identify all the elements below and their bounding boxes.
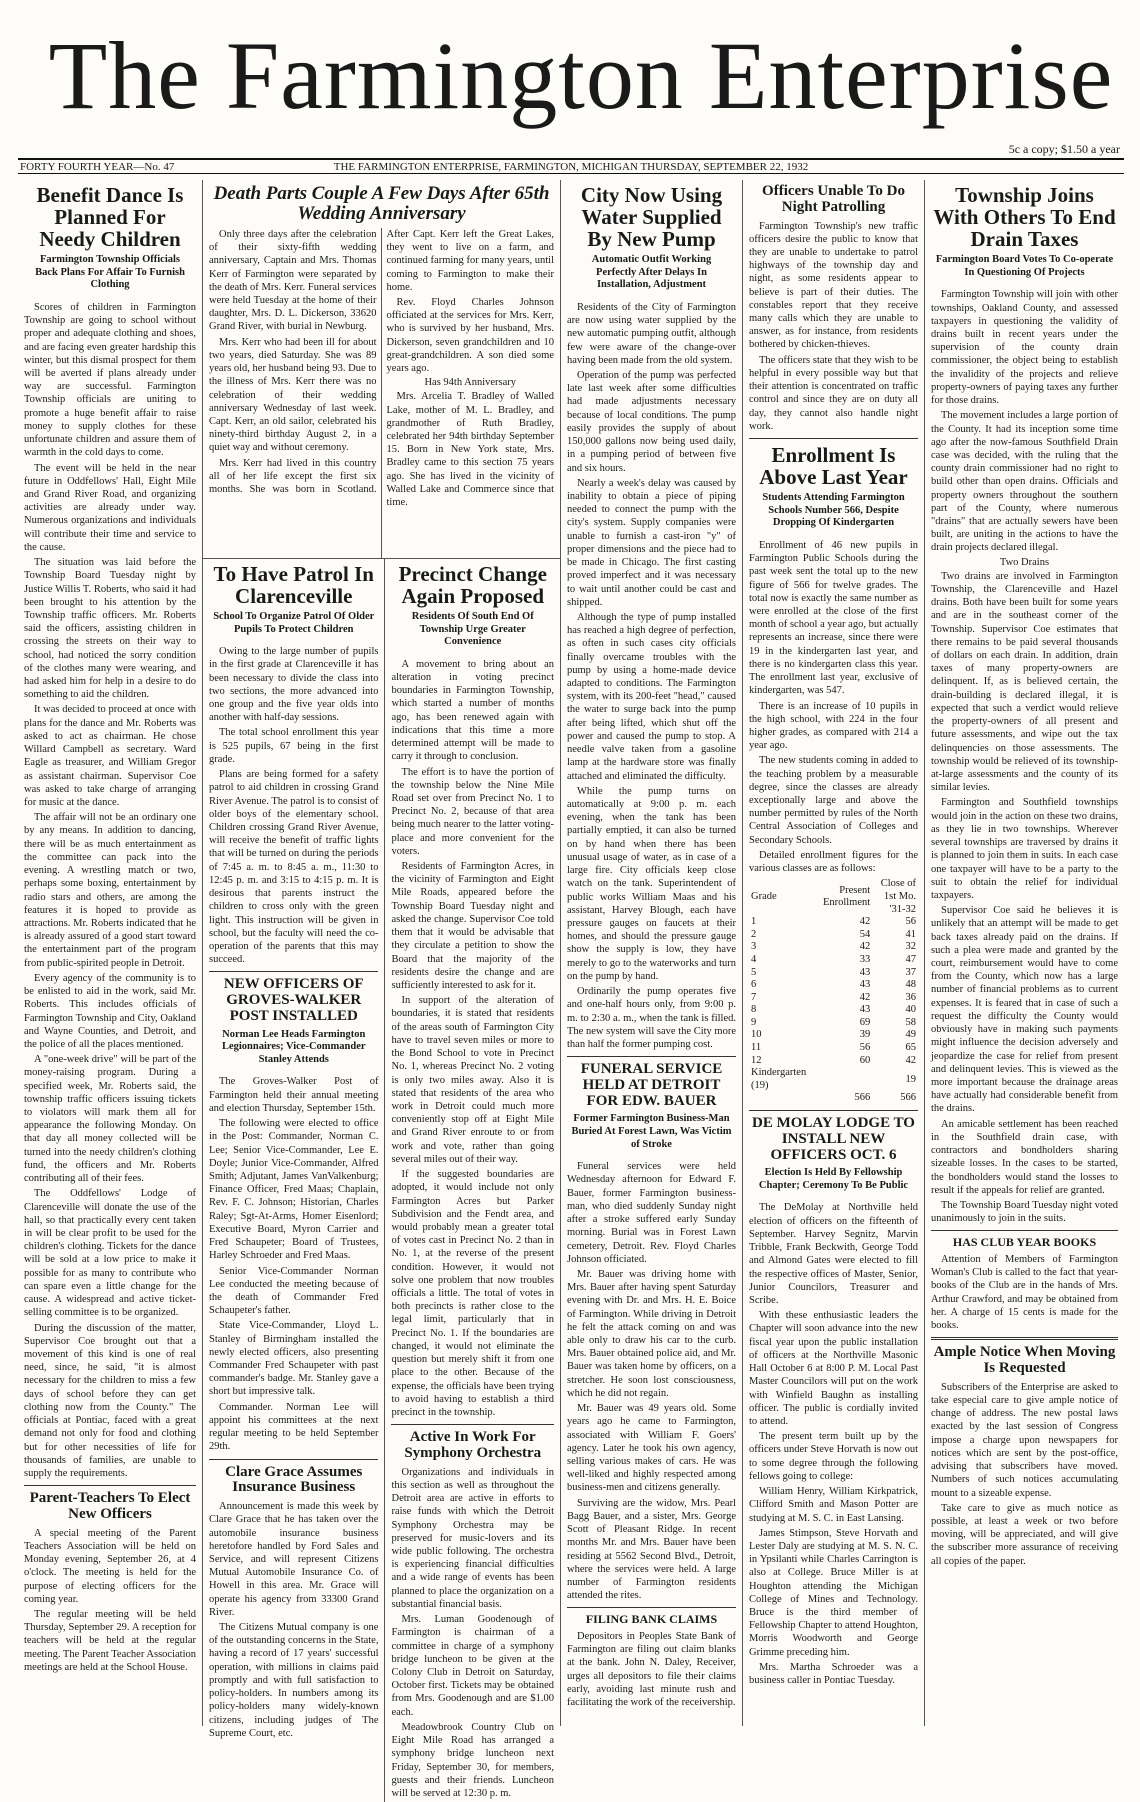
groves-para: Commander. Norman Lee will appoint his committees at the next regular meeting to be held September 29th.	[209, 1401, 379, 1453]
table-cell: 60	[859, 1054, 871, 1066]
year-number: FORTY FOURTH YEAR—No. 47	[20, 160, 175, 173]
table-cell: 42	[859, 991, 871, 1003]
demolay-deck: Election Is Held By Fellowship Chapter; Ceremony To Be Public	[758, 1167, 909, 1191]
death-subhead: Has 94th Anniversary	[424, 377, 517, 389]
death-para: Mrs. Kerr had lived in this country all of her life except the first six months. She was born in Scotland. After Capt. Kerr left the Great Lakes, they went to live on a farm, and continued farming for many years, until coming to Farmington to make their home.	[209, 228, 554, 496]
table-row	[749, 1029, 918, 1042]
funeral-para: Mr. Bauer was driving home with Mrs. Bauer after having spent Saturday evening with Dr. and Mrs. H. E. Boice of Farmington. While driving in Detroit he felt the attack coming on and was able only to draw his car to the curb. Mrs. Bauer obtained police aid, and Mr. Bauer was taken home by officers, on a stretcher. He soon lost consciousness, which he did not regain.	[567, 1268, 736, 1399]
table-header: Close of 1st Mo. '31-32	[880, 878, 916, 915]
divider	[749, 1110, 918, 1111]
groves-deck: Norman Lee Heads Farmington Legionnaires; Vice-Commander Stanley Attends	[221, 1028, 366, 1065]
table-cell: 32	[905, 941, 916, 953]
table-row	[749, 1042, 918, 1055]
drain-para: The Township Board Tuesday night voted unanimously to join in the suits.	[931, 1199, 1118, 1225]
benefit-para: The event will be held in the near future in Oddfellows' Hall, Eight Mile and Grand River Road, and organizing activities are already under way. Numerous organizations and individuals will contribute their time and service to the cause.	[24, 462, 196, 553]
divider	[567, 1056, 736, 1057]
drain-headline: Township Joins With Others To End Drain Taxes	[933, 183, 1116, 252]
drain-para: Two drains are involved in Farmington Township, the Clarenceville and Hazel drains. Both have been built for some years and are in the southeast corner of the Township. Supervisor Coe estimates that there remains to be paid several thousands of dollars on each drain. In addition, drain taxes of many property-owners are delinquent. If, as is believed certain, the drain-building is declared illegal, it is expected that such a verdict would relieve the property-owners of all present and future assessments, and wipe out the tax delinquencies on those assessments. The township would be relieved of its township-at-large assessments and the county of its similar levies.	[931, 570, 1118, 794]
table-row	[749, 954, 918, 967]
table-cell: 5	[751, 966, 757, 978]
funeral-deck: Former Farmington Business-Man Buried At Forest Lawn, Was Victim of Stroke	[571, 1113, 732, 1150]
table-cell: 11	[751, 1042, 762, 1054]
table-cell: 42	[859, 941, 871, 953]
death-para: Mrs. Arcelia T. Bradley of Walled Lake, mother of M. L. Bradley, and grandmother of Ruth Bradley, celebrated her 94th birthday September 15. Born in New York state, Mrs. Bradley came to this section 75 years ago. She has lived in the vicinity of Walled Lake and Commerce since that time.	[386, 391, 554, 509]
column-2-3	[203, 180, 561, 1799]
table-cell: 41	[905, 928, 916, 940]
pump-para: Operation of the pump was perfected late last week after some difficulties had made adjustments necessary because of local conditions. The pump easily provides the supply of about 150,000 gallons now being used daily, in a pumping period of between five and six hours.	[567, 370, 736, 474]
table-cell: 36	[905, 991, 916, 1003]
divider	[567, 1607, 736, 1608]
patrol-headline: To Have Patrol In Clarenceville	[213, 561, 374, 608]
newspaper-title: The Farmington Enterprise	[48, 22, 1114, 129]
enrollment-para: Enrollment of 46 new pupils in Farmington Public Schools during the past week sent the total up to the new figure of 566 for twelve grades. The total now is exactly the same number as were enrolled at the close of the first month of school a year ago, but actually represents an increase, since there were 19 in the kindergarten last year, and there is no kindergarten class this year. The enrollment last year, exclusive of kindergarten, was 547.	[749, 539, 918, 697]
drain-deck: Farmington Board Votes To Co-operate In Questioning Of Projects	[935, 254, 1114, 278]
funeral-para: Funeral services were held Wednesday afternoon for Edward F. Bauer, former Farmington business-man, who died suddenly Sunday night after a stroke suffered early Sunday morning. Burial was in Forest Lawn cemetery, Detroit. Rev. Floyd Charles Johnson officiated.	[567, 1161, 736, 1265]
drain-para: Supervisor Coe said he believes it is unlikely that an attempt will be made to get back taxes already paid on the drains. If such a plea were made and granted by the court, reimbursement would have to come from the County, which now has a large number of financial problems as to current expenses. It is feared that in case of such a request the difficulty the County would obviously have in making such payments might influence the decision adversely and jeopardize the case for relief from present and delinquent levies. This is viewed as the more important because the drainage areas have actually had considerable benefit from the drains.	[931, 905, 1118, 1115]
table-cell: 42	[859, 916, 871, 928]
table-cell: 56	[905, 916, 916, 928]
demolay-para: The DeMolay at Northville held election of officers on the fifteenth of September. Harvey Segnitz, Marvin Tribble, Frank Beckwith, George Todd and Almond Gates were elected to fill the respective offices of Master, Senior, Junior Councilors, Treasurer and Scribe.	[749, 1202, 918, 1306]
column-3	[385, 559, 560, 1802]
benefit-para: The affair will not be an ordinary one by any means. In addition to dancing, there will be as much entertainment as the committee can pack into the evening. A wrestling match or two, perhaps some boxing, entertainment by radio stars and others, are among the features it is hoped to provide as attractions. Mr. Roberts indicated that he is already assured of a good start toward the entertainment part of the program from public-spirited people in Detroit.	[24, 812, 196, 969]
groves-headline: NEW OFFICERS OF GROVES-WALKER POST INSTALLED	[223, 976, 364, 1024]
patrol-para: Owing to the large number of pupils in the first grade at Clarenceville it has been necessary to divide the class into two sections, the more advanced into one group and the five year olds into another with half-day sessions.	[209, 646, 379, 724]
bank-para: Depositors in Peoples State Bank of Farmington are filing out claim blanks at the bank. John N. Daley, Receiver, urges all depositors to file their claims early, avoiding last minute rush and facilitating the work of the receivership.	[567, 1631, 736, 1709]
patrol-deck: School To Organize Patrol Of Older Pupils To Protect Children	[213, 610, 375, 635]
divider	[24, 1485, 196, 1486]
table-cell: 1	[751, 916, 757, 928]
clare-para: Announcement is made this week by Clare Grace that he has taken over the automobile insurance business heretofore handled by Ford Sales and Service, and will represent Citizens Mutual Automobile Insurance Co. of Howell in this area. Mr. Grace will operate his agency from 33300 Grand River.	[209, 1501, 379, 1618]
table-cell: 69	[859, 1016, 871, 1028]
table-cell: 43	[859, 966, 871, 978]
price-line: 5c a copy; $1.50 a year	[1008, 142, 1120, 156]
table-cell: Kindergarten (19)	[751, 1067, 807, 1091]
table-row	[749, 967, 918, 980]
table-cell: 4	[751, 953, 757, 965]
table-cell: 49	[905, 1029, 916, 1041]
divider	[931, 1337, 1118, 1340]
dateline-bar	[18, 158, 1124, 174]
officers-para: Farmington Township's new traffic officers desire the public to know that they are unable to undertake to patrol highways of the township day and night, as some residents appear to believe is part of their duties. The constables report that they receive many calls which they are unable to answer, as for instance, from residents bothered by chicken-thieves.	[749, 220, 918, 351]
demolay-para: James Stimpson, Steve Horvath and Lester Daly are studying at M. S. N. C. in Ypsilanti while Charles Carrington is also at College. Bruce Miller is at Houghton attending the Michigan College of Mines and Technology. Bruce is the third member of Fellowship Chapter to attend Houghton, Morris Woodworth and George Grimme preceding him.	[749, 1527, 918, 1658]
table-cell: 6	[751, 979, 757, 991]
groves-para: State Vice-Commander, Lloyd L. Stanley of Birmingham installed the newly elected officers, also presenting Commander Fred Schaupeter with past commander's badge. Mr. Stanley gave a short but impressive talk.	[209, 1320, 379, 1398]
table-cell: 2	[751, 928, 757, 940]
enrollment-para: There is an increase of 10 pupils in the high school, with 224 in the four higher grades, as compared with 214 a year ago.	[749, 700, 918, 752]
table-cell	[749, 1092, 813, 1105]
table-cell: 65	[905, 1042, 916, 1054]
table-row	[749, 1067, 918, 1092]
table-row	[749, 1092, 918, 1105]
precinct-para: A movement to bring about an alteration in voting precinct boundaries in Farmington Township, which started a number of months ago, has been renewed again with indications that this time a more determined attempt will be made to carry it through to conclusion.	[391, 658, 554, 763]
pump-para: While the pump turns on automatically at 9:00 p. m. each evening, when the tank has been partially emptied, it can also be turned on by hand when there has been unusual usage of water, as in case of a large fire. City officials keep close watch on the tank. Superintendent of public works William Maas and his assistant, Harvey Blough, each have pressure gauges on faucets at their homes, and should the pressure gauge show the supply is low, they have merely to go to the waterworks and turn on the pump by hand.	[567, 785, 736, 982]
divider	[931, 1230, 1118, 1231]
orchestra-para: Organizations and individuals in this section as well as throughout the Detroit area are active in efforts to raise funds with which the Detroit Symphony Orchestra may be preserved for music-lovers and its wide public following. The orchestra is experiencing financial difficulties and a wide range of events has been planned to place the organization on a substantial financial basis.	[391, 1466, 554, 1610]
table-cell: 37	[905, 966, 916, 978]
table-cell: 9	[751, 1016, 757, 1028]
column-6	[925, 180, 1124, 1726]
funeral-headline: FUNERAL SERVICE HELD AT DETROIT FOR EDW. BAUER	[580, 1061, 723, 1109]
death-body	[209, 228, 554, 558]
columns	[18, 180, 1124, 1799]
demolay-para: With these enthusiastic leaders the Chapter will soon advance into the new fiscal year upon the public installation of officers at the Northville Masonic Hall October 6 at 8:00 P. M. Local Past Master Councilors will put on the work with Winfield Baughn as installing officer. The public is cordially invited to attend.	[749, 1310, 918, 1427]
pump-para: Residents of the City of Farmington are now using water supplied by the new automatic pumping outfit, although few were aware of the change-over having been made from the old system.	[567, 301, 736, 366]
death-para: Mrs. Kerr who had been ill for about two years, died Saturday. She was 89 years old, her husband being 93. Due to the illness of Mrs. Kerr there was no celebration of their wedding anniversary Wednesday of last week. Capt. Kerr, an old sailor, celebrated his ninety-third birthday August 2, in a quiet way and without ceremony.	[209, 336, 377, 454]
enrollment-deck: Students Attending Farmington Schools Number 566, Despite Dropping Of Kindergarten	[762, 492, 905, 529]
column-1	[18, 180, 203, 1726]
pump-para: Although the type of pump installed has reached a high degree of perfection, as often in such cases city officials finally overcame troubles with the pump by using a home-made device adapted to conditions. The Farmington system, with its 200-feet "head," caused the water to surge back into the pump after being lifted, which shut off the power and caused the pump to stop. A needle valve taken from a gasoline lamp at the hardware store was finally attached and eliminated the difficulty.	[567, 611, 736, 782]
benefit-headline: Benefit Dance Is Planned For Needy Children	[36, 183, 184, 252]
orchestra-headline: Active In Work For Symphony Orchestra	[404, 1429, 542, 1461]
lower-columns-2-3	[203, 559, 560, 1802]
precinct-para: Residents of Farmington Acres, in the vicinity of Farmington and Eight Mile Roads, appeared before the Township Board Tuesday night and asked the change. Supervisor Coe told them that it would be advisable that they circulate a petition to show the Board that the majority of the residents desire the change and are sufficiently interested to ask for it.	[391, 861, 554, 991]
column-5	[743, 180, 925, 1726]
demolay-para: William Henry, William Kirkpatrick, Clifford Smith and Mason Potter are studying at M. S. C. in East Lansing.	[749, 1486, 918, 1524]
precinct-para: The effort is to have the portion of the township below the Nine Mile Road set over from Precinct No. 1 to Precinct No. 2, because of that area being much nearer to the latter voting-place and more convenient for the voters.	[391, 766, 554, 857]
enrollment-rows	[749, 916, 918, 1105]
column-4	[561, 180, 743, 1726]
table-row	[749, 1004, 918, 1017]
table-cell: 33	[859, 953, 871, 965]
groves-para: The following were elected to office in the Post: Commander, Norman C. Lee; Senior Vice-Commander, Lee E. Doyle; Junior Vice-Commander, Alfred Smith; Adjutant, James VanValkenburg; Finance Officer, Fred Maas; Chaplain, Rev. F. C. Johnson; Historian, Charles Raley; Sgt-At-Arms, Homer Eisenlord; Executive Board, Myron Carrier and Fred Schaupeter; Board of Trustees, Harley Schroeder and Fred Maas.	[209, 1118, 379, 1262]
precinct-para: If the suggested boundaries are adopted, it would include not only Farmington Acres but Parker Subdivision and the Fendt area, and would probably mean a greater total of votes cast in Precinct No. 2 than in No. 1, at the reverse of the present condition. However, it would not solve one problem that now troubles officials a little. The total of votes in both precincts is rather close to the legal limit, particularly that in Precinct No. 1. If the boundaries are changed, it would not eliminate the question but merely shift it from one place to the other. Because of the expense, the officials have been trying to avoid having to establish a third precinct in the township.	[391, 1169, 554, 1418]
table-row	[749, 929, 918, 942]
demolay-para: The present term built up by the officers under Steve Horvath is now out to some degree through the following fellows going to college:	[749, 1431, 918, 1482]
pta-para: The regular meeting will be held Thursday, September 29. A reception for teachers will be held at the regular meeting. The Parent Teacher Association meetings are held at the School House.	[24, 1608, 196, 1673]
patrol-para: The total school enrollment this year is 525 pupils, 67 being in the first grade.	[209, 727, 379, 765]
table-row	[749, 979, 918, 992]
demolay-para: Mrs. Martha Schroeder was a business caller in Pontiac Tuesday.	[749, 1661, 918, 1687]
table-row	[749, 916, 918, 929]
table-cell: 54	[859, 928, 871, 940]
notice-headline: Ample Notice When Moving Is Requested	[933, 1344, 1116, 1377]
table-cell: 40	[905, 1004, 916, 1016]
column-2	[203, 559, 385, 1802]
precinct-para: In support of the alteration of boundaries, it is stated that residents of the areas south of Farmington City have to travel seven miles or more to the Bond School to vote in Precinct No. 1, whereas Precinct No. 2 voting is only two miles away. Also it is stated that residents of the area who work in Detroit could much more conveniently stop off at Eight Mile and Grand River enroute to or from work and vote, rather than going several miles out of their way.	[391, 995, 554, 1165]
groves-para: Senior Vice-Commander Norman Lee conducted the meeting because of the death of Commander Fred Schaupeter's father.	[209, 1265, 379, 1317]
precinct-deck: Residents Of South End Of Township Urge Greater Convenience	[411, 610, 534, 648]
pump-para: Nearly a week's delay was caused by inability to obtain a piece of piping needed to connect the pump with the city's system. Supply companies were unable to furnish a cast-iron "y" of proper dimensions and the piece had to be made in Chicago. The first casting proved imperfect and it was necessary to wait until another could be cast and shipped.	[567, 477, 736, 608]
clare-para: The Citizens Mutual company is one of the outstanding concerns in the State, having a record of 17 years' successful operation, with millions in claims paid promptly and with full satisfaction to policy-holders. In numbers among its policy-holders many widely-known citizens, including judges of The Supreme Court, etc.	[209, 1622, 379, 1739]
table-cell: 43	[859, 979, 871, 991]
funeral-para: Mr. Bauer was 49 years old. Some years ago he came to Farmington, associated with William F. Goers' agency. Later he took his own agency, selling various makes of cars. He was well-liked and highly respected among business-men and citizens generally.	[567, 1403, 736, 1494]
notice-para: Subscribers of the Enterprise are asked to take especial care to give ample notice of change of address. The new postal laws exacted by the last session of Congress impose a charge upon newspapers for notices which are sent by the post-office, advising that subscribers have moved. Numbers of such notices accumulating mount to a sizeable expense.	[931, 1381, 1118, 1499]
demolay-headline: DE MOLAY LODGE TO INSTALL NEW OFFICERS OCT. 6	[752, 1115, 915, 1163]
benefit-para: The Oddfellows' Lodge of Clarenceville will donate the use of the hall, so that practically every cent taken in will be clear profit to be used for the children's clothing. Tickets for the dance will be sold at a low price to make it possible for as many to contribute who can spare even a little change for the cause. A widespread and active ticket-selling committee is to be organized.	[24, 1188, 196, 1319]
masthead	[18, 18, 1124, 136]
table-header: Present Enrollment	[822, 884, 871, 909]
officers-headline: Officers Unable To Do Night Patrolling	[762, 183, 905, 215]
benefit-para: A "one-week drive" will be part of the money-raising program. During a specified week, Mr. Roberts said, the township traffic officers issuing tickets to violators will mark them all for appearance the following Monday. On that day all money collected will be turned into the needy children's clothing fund, the officers and Mr. Roberts contributing all of their fees.	[24, 1054, 196, 1185]
orchestra-para: Meadowbrook Country Club on Eight Mile Road has arranged a symphony bridge luncheon next Friday, September 30, for members, guests and their friends. Luncheon will be served at 12:30 p. m.	[391, 1721, 554, 1799]
table-cell: 42	[905, 1054, 916, 1066]
table-row	[749, 941, 918, 954]
table-cell: 8	[751, 1004, 757, 1016]
table-cell: 47	[905, 953, 916, 965]
benefit-para: Every agency of the community is to be enlisted to aid in the work, said Mr. Roberts. This includes officials of Farmington Township and City, Oakland and Wayne Counties, and Detroit, and the police of all the places mentioned.	[24, 972, 196, 1050]
club-para: Attention of Members of Farmington Woman's Club is called to the fact that year-books of the Club are in the hands of Mrs. Arthur Crawford, and may be obtained from her. A charge of 15 cents is made for the books.	[931, 1254, 1118, 1332]
benefit-para: Scores of children in Farmington Township are going to school without proper and adequate clothing and shoes, and are facing even greater hardship this winter, but this dismal prospect for them will be averted if plans already under way are successful. Farmington Township officials are uniting to promote a huge benefit affair to raise money to supply clothes for these unfortunate children and assure them of warmth in the cold days to come.	[24, 301, 196, 459]
table-cell	[813, 1067, 872, 1092]
table-cell: 12	[751, 1054, 762, 1066]
clare-headline: Clare Grace Assumes Insurance Business	[225, 1463, 363, 1496]
club-headline: HAS CLUB YEAR BOOKS	[952, 1235, 1097, 1250]
table-cell: 10	[751, 1029, 762, 1041]
table-cell: 19	[905, 1073, 916, 1085]
table-cell: 43	[859, 1004, 871, 1016]
table-cell: 48	[905, 979, 916, 991]
drain-para: Farmington Township will join with other townships, Oakland County, and assessed taxpayers in questioning the validity of drains built in recent years under the supervision of the county drain commissioner, the object being to establish the invalidity of the projects and relieve property-owners of paying taxes any further for those drains.	[931, 289, 1118, 407]
death-story	[203, 180, 560, 559]
table-cell: 3	[751, 941, 757, 953]
dateline-text: THE FARMINGTON ENTERPRISE, FARMINGTON, MICHIGAN THURSDAY, SEPTEMBER 22, 1932	[333, 161, 809, 173]
patrol-para: Plans are being formed for a safety patrol to aid children in crossing Grand River Avenue. The patrol is to consist of older boys of the elementary school. Children crossing Grand River Avenue, will receive the benefit of traffic lights that will be turned on during the periods of 7:45 a. m. to 8:45 a. m., 11:30 to 12:45 p. m. and 3:15 to 4:15 p. m. It is desirous that parents instruct the children to cross only with the green light. This instruction will be given in school, but the faculty will need the co-operation of the parents that this may succeed.	[209, 769, 379, 966]
notice-para: Take care to give as much notice as possible, at least a week or two before moving, will be appreciated, and will give the subscriber more assurance of receiving all copies of the paper.	[931, 1502, 1118, 1567]
pump-para: Ordinarily the pump operates five and one-half hours only, from 9:00 p. m. to 2:30 a. m., when the tank is filled. The new system will save the City more than half the former pumping cost.	[567, 986, 736, 1050]
table-header: Grade	[751, 890, 777, 902]
precinct-headline: Precinct Change Again Proposed	[398, 561, 547, 608]
pump-deck: Automatic Outfit Working Perfectly After Delays In Installation, Adjustment	[591, 254, 712, 291]
table-cell: 58	[905, 1016, 916, 1028]
funeral-para: Surviving are the widow, Mrs. Pearl Bagg Bauer, and a sister, Mrs. George Scott of Pleasant Ridge. In recent months Mr. and Mrs. Bauer have been residing at 5562 Second Blvd., Detroit, where the services were held. A large number of Farmington residents attended the rites.	[567, 1497, 736, 1602]
table-cell: 566	[900, 1092, 916, 1104]
drain-para: The movement includes a large portion of the County. It had its inception some time ago after the now-famous Southfield Drain case was decided, with the ruling that the county drain commissioner had no right to build other than open drains. Officials and property owners throughout the southern part of the County, where numerous "drains" that are actually sewers have been built, are uniting in the actions to have the drain projects declared illegal.	[931, 410, 1118, 554]
enrollment-table	[749, 878, 918, 1105]
drain-para: An amicable settlement has been reached in the Southfield drain case, with contractors and bondholders sharing sizeable losses. In the cases to be started, the bondholders would stand the losses to result if the appeals for relief are granted.	[931, 1118, 1118, 1196]
benefit-deck: Farmington Township Officials Back Plans For Affair To Furnish Clothing	[35, 254, 185, 291]
death-para: Rev. Floyd Charles Johnson officiated at the services for Mrs. Kerr, who is survived by her husband, Mrs. Dickerson, seven grandchildren and 10 great-grandchildren. A son died some years ago.	[386, 296, 554, 375]
table-cell: 7	[751, 991, 757, 1003]
drain-para: Farmington and Southfield townships would join in the action on these two drains, as they lie in two townships. Wherever several townships are traversed by drains it is planned to join them in suits. In each case one taxpayer will have to be a party to the suit to obtain the relief for individual taxpayers.	[931, 797, 1118, 901]
bank-headline: FILING BANK CLAIMS	[585, 1612, 718, 1627]
divider	[209, 1459, 378, 1460]
officers-para: The officers state that they wish to be helpful in every possible way but that their attention is concentrated on traffic control and since they are on duty all day, they cannot also handle night work.	[749, 354, 918, 432]
table-row	[749, 1055, 918, 1068]
groves-para: The Groves-Walker Post of Farmington held their annual meeting and election Thursday, September 15th.	[209, 1076, 379, 1114]
divider	[391, 1424, 554, 1425]
table-cell: 56	[859, 1042, 871, 1054]
enrollment-headline: Enrollment Is Above Last Year	[759, 443, 908, 490]
enrollment-para: Detailed enrollment figures for the various classes are as follows:	[749, 849, 918, 875]
drain-subhead: Two Drains	[999, 556, 1050, 568]
table-cell: 39	[859, 1029, 871, 1041]
pta-headline: Parent-Teachers To Elect New Officers	[29, 1490, 191, 1522]
pta-para: A special meeting of the Parent Teachers Association will be held on Monday evening, September 26, at 4 o'clock. The meeting is held for the purpose of electing officers for the coming year.	[24, 1527, 196, 1605]
benefit-para: It was decided to proceed at once with plans for the dance and Mr. Roberts was asked to act as chairman. He chose Willard Campbell as secretary. Ward Eagle as treasurer, and William Gregor as assistant chairman. Supervisor Coe was asked to take charge of arranging for music at the dance.	[24, 704, 196, 809]
table-cell: 566	[854, 1092, 871, 1104]
benefit-para: The situation was laid before the Township Board Tuesday night by Justice Willis T. Roberts, who said it had been brought to his attention by the Township traffic officers. Mr. Roberts said the officers, assisting children in crossing the streets on their way to school, had noticed the sorry condition of the clothes many were wearing, and had asked him for help in a desire to do something to aid the children.	[24, 557, 196, 701]
benefit-para: During the discussion of the matter, Supervisor Coe brought out that a movement of this kind is one of real need, since, he said, "it is almost necessary for the children to miss a few days of school before they can get clothing now from the County." The officials at Pontiac, faced with a great demand not only for food and clothing but for other necessities of life for thousands of families, are unable to supply the requirements.	[24, 1322, 196, 1479]
death-headline: Death Parts Couple A Few Days After 65th Wedding Anniversary	[213, 183, 550, 224]
table-row	[749, 992, 918, 1005]
divider	[209, 971, 378, 972]
death-para: Only three days after the celebration of their sixty-fifth wedding anniversary, Captain and Mrs. Thomas Kerr of Farmington were separated by the death of Mrs. Kerr. Funeral services were held Tuesday at the home of their daughter, Mrs. D. L. Dickerson, 33620 Grand River, with burial in Newburg.	[209, 228, 377, 333]
enrollment-para: The new students coming in added to the teaching problem by a measurable degree, since the classes are already exceptionally large and above the number permitted by rules of the North Central Association of Colleges and Secondary Schools.	[749, 755, 918, 846]
orchestra-para: Mrs. Luman Goodenough of Farmington is chairman of a committee in charge of a symphony bridge luncheon to be given at the Colony Club in Detroit on Saturday, October first. Tickets may be obtained from Mrs. Goodenough and are $1.00 each.	[391, 1614, 554, 1718]
pump-headline: City Now Using Water Supplied By New Pump	[580, 183, 723, 252]
divider	[749, 438, 918, 439]
table-row	[749, 1017, 918, 1030]
